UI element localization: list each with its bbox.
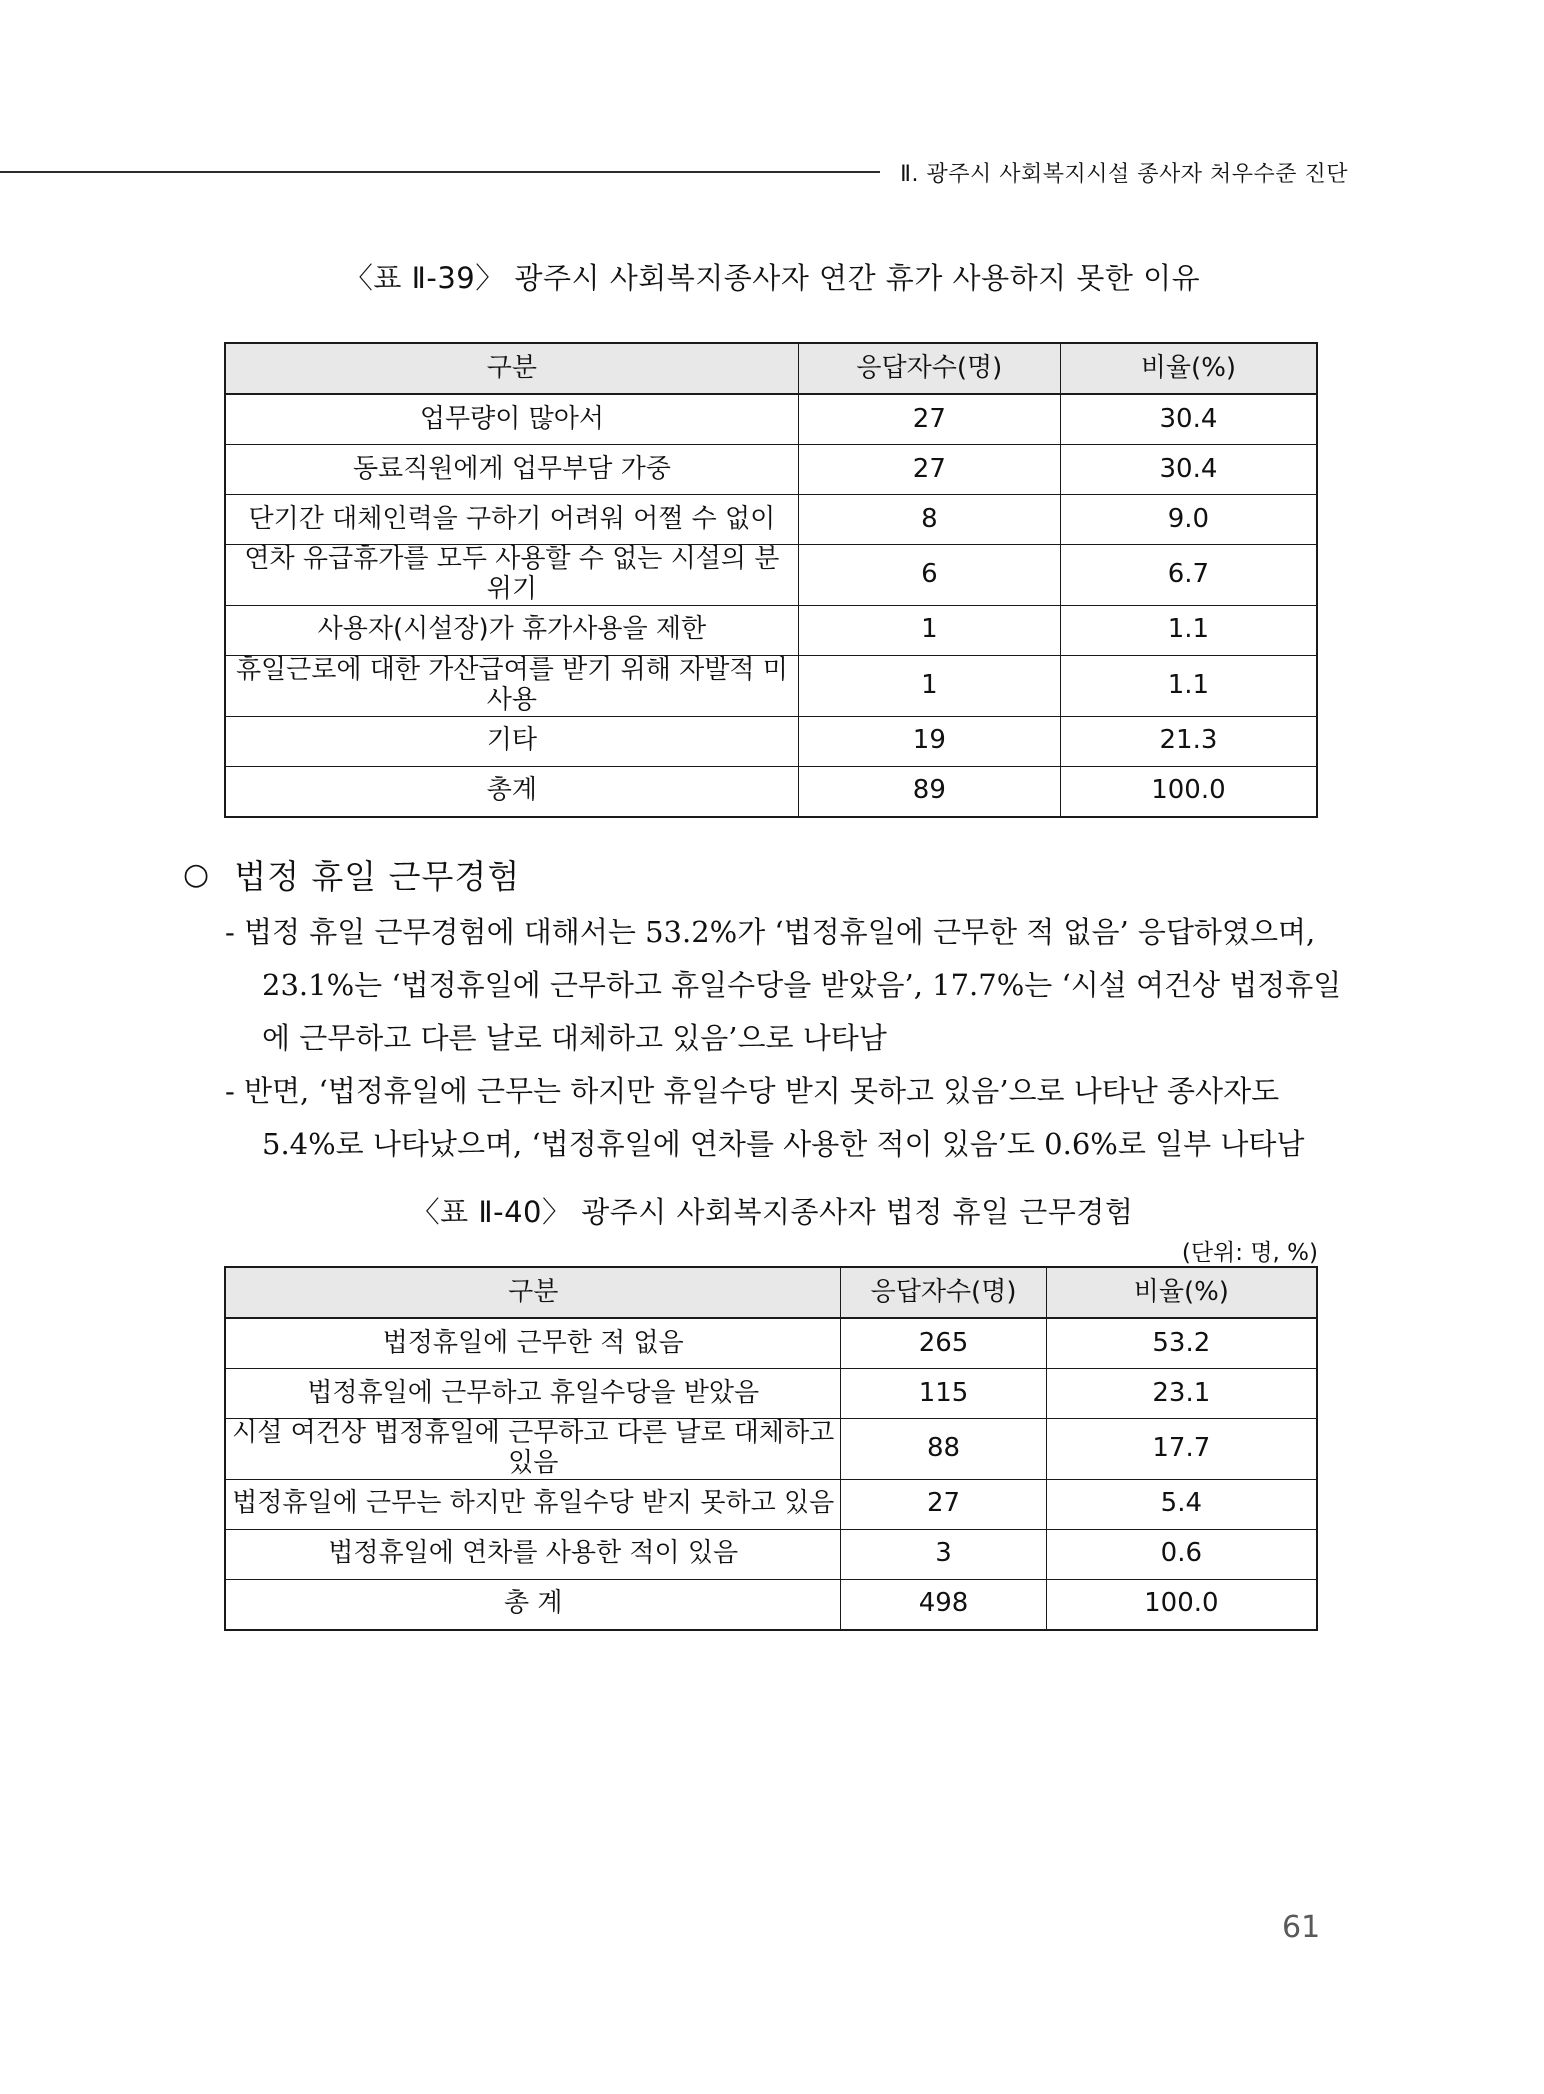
row-label: 시설 여건상 법정휴일에 근무하고 다른 날로 대체하고 있음 bbox=[225, 1419, 841, 1480]
running-header-title: Ⅱ. 광주시 사회복지시설 종사자 처우수준 진단 bbox=[900, 161, 1348, 187]
row-count: 115 bbox=[841, 1369, 1046, 1419]
row-label: 기타 bbox=[225, 716, 798, 766]
column-header-category: 구분 bbox=[225, 1267, 841, 1318]
row-ratio: 9.0 bbox=[1060, 495, 1317, 545]
table-row bbox=[225, 605, 1317, 655]
row-ratio: 23.1 bbox=[1046, 1369, 1317, 1419]
column-header-respondents: 응답자수(명) bbox=[798, 343, 1060, 394]
row-ratio: 30.4 bbox=[1060, 445, 1317, 495]
row-label: 사용자(시설장)가 휴가사용을 제한 bbox=[225, 605, 798, 655]
row-ratio: 30.4 bbox=[1060, 394, 1317, 445]
table-row bbox=[225, 716, 1317, 766]
row-ratio: 6.7 bbox=[1060, 545, 1317, 606]
row-ratio: 1.1 bbox=[1060, 655, 1317, 716]
page-number: 61 bbox=[1282, 1910, 1321, 1945]
bullet-line: 에 근무하고 다른 날로 대체하고 있음’으로 나타남 bbox=[262, 1021, 887, 1055]
row-ratio: 100.0 bbox=[1046, 1579, 1317, 1630]
row-count: 3 bbox=[841, 1529, 1046, 1579]
row-count: 27 bbox=[798, 445, 1060, 495]
row-label: 법정휴일에 근무한 적 없음 bbox=[225, 1318, 841, 1369]
running-header bbox=[0, 156, 1348, 188]
bullet-line: - 법정 휴일 근무경험에 대해서는 53.2%가 ‘법정휴일에 근무한 적 없음’ 응답하였으며, bbox=[225, 915, 1316, 949]
table-row bbox=[225, 1318, 1317, 1369]
column-header-respondents: 응답자수(명) bbox=[841, 1267, 1046, 1318]
row-count: 1 bbox=[798, 655, 1060, 716]
circle-bullet-icon: ○ bbox=[183, 856, 211, 892]
table-row bbox=[225, 1479, 1317, 1529]
bullet-line: - 반면, ‘법정휴일에 근무는 하지만 휴일수당 받지 못하고 있음’으로 나타난 종사자도 bbox=[225, 1074, 1280, 1108]
table-header-row bbox=[225, 343, 1317, 394]
row-label: 단기간 대체인력을 구하기 어려워 어쩔 수 없이 bbox=[225, 495, 798, 545]
table-row bbox=[225, 1529, 1317, 1579]
bullet-line: 23.1%는 ‘법정휴일에 근무하고 휴일수당을 받았음’, 17.7%는 ‘시설 여건상 법정휴일 bbox=[262, 968, 1342, 1002]
section-heading-text: 법정 휴일 근무경험 bbox=[234, 857, 521, 896]
row-ratio: 53.2 bbox=[1046, 1318, 1317, 1369]
row-count: 8 bbox=[798, 495, 1060, 545]
bullet-line: 5.4%로 나타났으며, ‘법정휴일에 연차를 사용한 적이 있음’도 0.6%로 일부 나타남 bbox=[262, 1127, 1305, 1161]
column-header-ratio: 비율(%) bbox=[1060, 343, 1317, 394]
row-count: 88 bbox=[841, 1419, 1046, 1480]
table-39 bbox=[224, 342, 1318, 818]
row-count: 1 bbox=[798, 605, 1060, 655]
row-count: 498 bbox=[841, 1579, 1046, 1630]
header-rule bbox=[0, 171, 880, 173]
row-count: 27 bbox=[798, 394, 1060, 445]
table-row bbox=[225, 495, 1317, 545]
row-label: 업무량이 많아서 bbox=[225, 394, 798, 445]
row-count: 265 bbox=[841, 1318, 1046, 1369]
row-label: 연차 유급휴가를 모두 사용할 수 없는 시설의 분위기 bbox=[225, 545, 798, 606]
row-count: 27 bbox=[841, 1479, 1046, 1529]
row-count: 6 bbox=[798, 545, 1060, 606]
section-heading bbox=[183, 851, 520, 898]
table-row bbox=[225, 1369, 1317, 1419]
table-row bbox=[225, 545, 1317, 606]
row-label: 법정휴일에 근무는 하지만 휴일수당 받지 못하고 있음 bbox=[225, 1479, 841, 1529]
unit-label: (단위: 명, %) bbox=[1181, 1240, 1318, 1266]
table-row bbox=[225, 394, 1317, 445]
row-label: 법정휴일에 연차를 사용한 적이 있음 bbox=[225, 1529, 841, 1579]
section-body bbox=[225, 906, 1404, 1171]
row-ratio: 0.6 bbox=[1046, 1529, 1317, 1579]
row-ratio: 21.3 bbox=[1060, 716, 1317, 766]
column-header-category: 구분 bbox=[225, 343, 798, 394]
row-ratio: 1.1 bbox=[1060, 605, 1317, 655]
table-row bbox=[225, 1419, 1317, 1480]
table-row bbox=[225, 655, 1317, 716]
row-label: 총 계 bbox=[225, 1579, 841, 1630]
table-total-row bbox=[225, 766, 1317, 817]
row-ratio: 5.4 bbox=[1046, 1479, 1317, 1529]
row-count: 19 bbox=[798, 716, 1060, 766]
table-header-row bbox=[225, 1267, 1317, 1318]
row-label: 총계 bbox=[225, 766, 798, 817]
table39-caption: 〈표 Ⅱ-39〉 광주시 사회복지종사자 연간 휴가 사용하지 못한 이유 bbox=[343, 261, 1201, 295]
table-40 bbox=[224, 1266, 1318, 1631]
row-ratio: 17.7 bbox=[1046, 1419, 1317, 1480]
row-label: 동료직원에게 업무부담 가중 bbox=[225, 445, 798, 495]
row-ratio: 100.0 bbox=[1060, 766, 1317, 817]
row-count: 89 bbox=[798, 766, 1060, 817]
column-header-ratio: 비율(%) bbox=[1046, 1267, 1317, 1318]
table-total-row bbox=[225, 1579, 1317, 1630]
table-row bbox=[225, 445, 1317, 495]
row-label: 휴일근로에 대한 가산급여를 받기 위해 자발적 미사용 bbox=[225, 655, 798, 716]
table40-caption: 〈표 Ⅱ-40〉 광주시 사회복지종사자 법정 휴일 근무경험 bbox=[410, 1195, 1134, 1229]
row-label: 법정휴일에 근무하고 휴일수당을 받았음 bbox=[225, 1369, 841, 1419]
